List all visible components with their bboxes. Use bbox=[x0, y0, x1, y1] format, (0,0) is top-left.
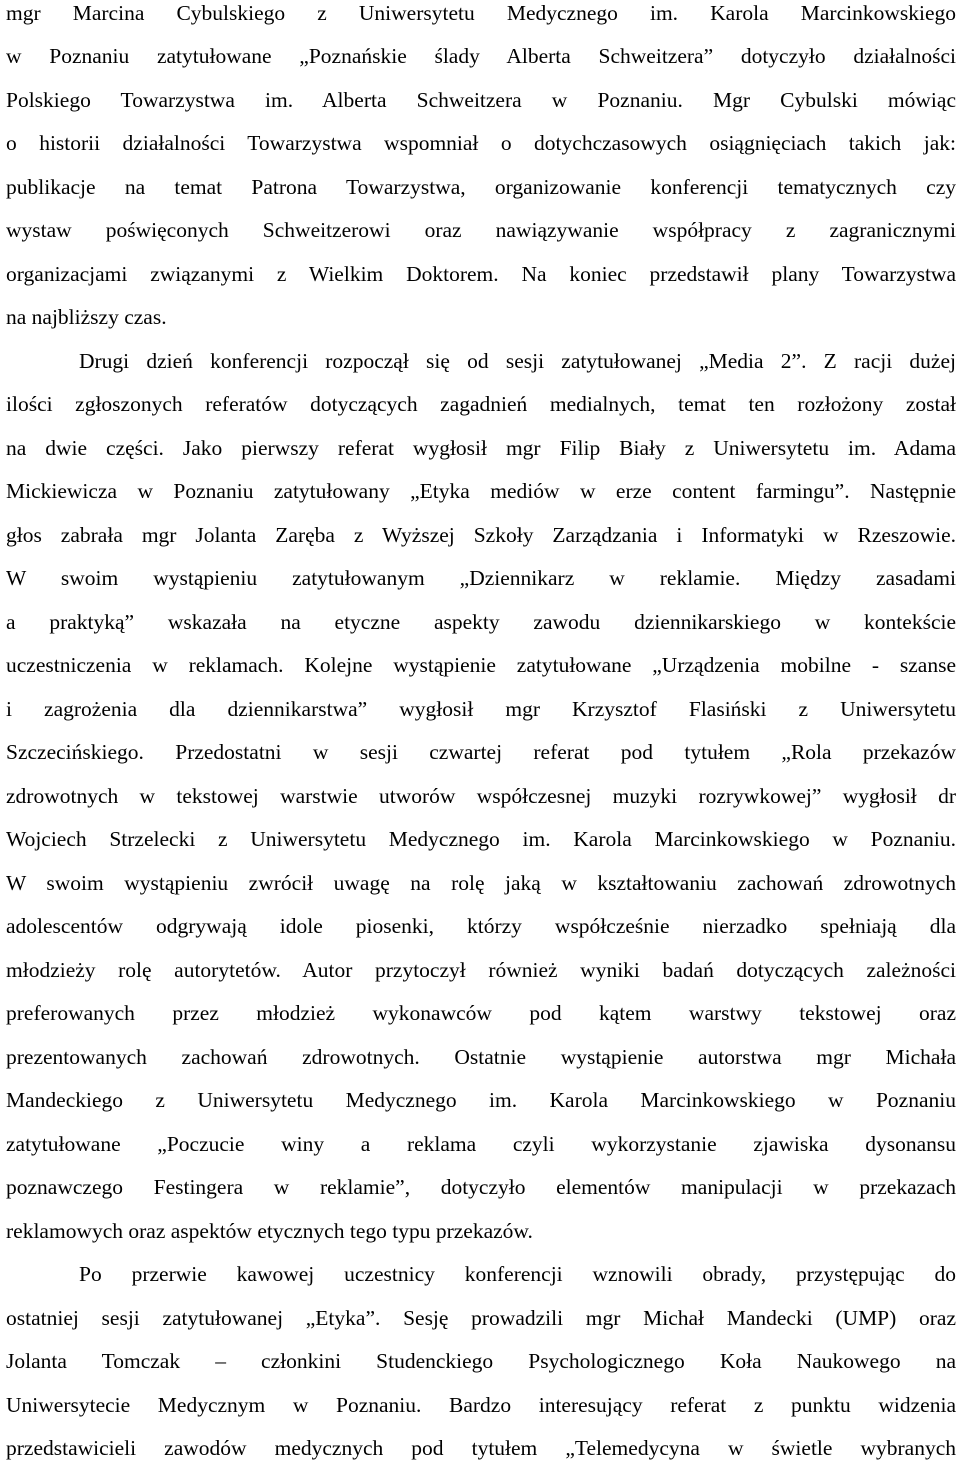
text-line: a praktyką” wskazała na etyczne aspekty zawodu dziennikarskiego w kontekście bbox=[6, 610, 956, 634]
text-line: reklamowych oraz aspektów etycznych tego typu przekazów. bbox=[6, 1219, 533, 1243]
text-line: Polskiego Towarzystwa im. Alberta Schweitzera w Poznaniu. Mgr Cybulski mówiąc bbox=[6, 88, 956, 112]
text-line: Jolanta Tomczak – członkini Studenckiego Psychologicznego Koła Naukowego na bbox=[6, 1349, 956, 1373]
text-line: Uniwersytecie Medycznym w Poznaniu. Bardzo interesujący referat z punktu widzenia bbox=[6, 1393, 956, 1417]
text-line: prezentowanych zachowań zdrowotnych. Ostatnie wystąpienie autorstwa mgr Michała bbox=[6, 1045, 956, 1069]
text-line: W swoim wystąpieniu zatytułowanym „Dziennikarz w reklamie. Między zasadami bbox=[6, 566, 956, 590]
text-line: Drugi dzień konferencji rozpoczął się od sesji zatytułowanej „Media 2”. Z racji dużej bbox=[79, 349, 956, 373]
text-line: na dwie części. Jako pierwszy referat wygłosił mgr Filip Biały z Uniwersytetu im. Adama bbox=[6, 436, 956, 460]
text-line: preferowanych przez młodzież wykonawców pod kątem warstwy tekstowej oraz bbox=[6, 1001, 956, 1025]
text-line: w Poznaniu zatytułowane „Poznańskie ślady Alberta Schweitzera” dotyczyło działalności bbox=[6, 44, 956, 68]
text-line: zatytułowane „Poczucie winy a reklama czyli wykorzystanie zjawiska dysonansu bbox=[6, 1132, 956, 1156]
text-line: W swoim wystąpieniu zwrócił uwagę na rolę jaką w kształtowaniu zachowań zdrowotnych bbox=[6, 871, 956, 895]
text-line: i zagrożenia dla dziennikarstwa” wygłosił mgr Krzysztof Flasiński z Uniwersytetu bbox=[6, 697, 956, 721]
text-line: adolescentów odgrywają idole piosenki, którzy współcześnie nierzadko spełniają dla bbox=[6, 914, 956, 938]
text-line: głos zabrała mgr Jolanta Zaręba z Wyższej Szkoły Zarządzania i Informatyki w Rzeszowie. bbox=[6, 523, 956, 547]
text-line: Mickiewicza w Poznaniu zatytułowany „Etyka mediów w erze content farmingu”. Następnie bbox=[6, 479, 956, 503]
text-line: poznawczego Festingera w reklamie”, dotyczyło elementów manipulacji w przekazach bbox=[6, 1175, 956, 1199]
text-line: Mandeckiego z Uniwersytetu Medycznego im. Karola Marcinkowskiego w Poznaniu bbox=[6, 1088, 956, 1112]
text-line: uczestniczenia w reklamach. Kolejne wystąpienie zatytułowane „Urządzenia mobilne - szanse bbox=[6, 653, 956, 677]
text-line: na najbliższy czas. bbox=[6, 305, 167, 329]
text-line: ilości zgłoszonych referatów dotyczących zagadnień medialnych, temat ten rozłożony został bbox=[6, 392, 956, 416]
text-line: przedstawicieli zawodów medycznych pod tytułem „Telemedycyna w świetle wybranych bbox=[6, 1436, 956, 1460]
text-line: Wojciech Strzelecki z Uniwersytetu Medycznego im. Karola Marcinkowskiego w Poznaniu. bbox=[6, 827, 956, 851]
text-line: Po przerwie kawowej uczestnicy konferencji wznowili obrady, przystępując do bbox=[79, 1262, 956, 1286]
text-line: ostatniej sesji zatytułowanej „Etyka”. Sesję prowadzili mgr Michał Mandecki (UMP) oraz bbox=[6, 1306, 956, 1330]
text-line: Szczecińskiego. Przedostatni w sesji czwartej referat pod tytułem „Rola przekazów bbox=[6, 740, 956, 764]
text-line: publikacje na temat Patrona Towarzystwa, organizowanie konferencji tematycznych czy bbox=[6, 175, 956, 199]
text-line: mgr Marcina Cybulskiego z Uniwersytetu Medycznego im. Karola Marcinkowskiego bbox=[6, 1, 956, 25]
text-line: wystaw poświęconych Schweitzerowi oraz nawiązywanie współpracy z zagranicznymi bbox=[6, 218, 956, 242]
text-line: zdrowotnych w tekstowej warstwie utworów współczesnej muzyki rozrywkowej” wygłosił dr bbox=[6, 784, 956, 808]
text-line: o historii działalności Towarzystwa wspomniał o dotychczasowych osiągnięciach takich jak: bbox=[6, 131, 956, 155]
text-line: organizacjami związanymi z Wielkim Doktorem. Na koniec przedstawił plany Towarzystwa bbox=[6, 262, 956, 286]
text-line: młodzieży rolę autorytetów. Autor przytoczył również wyniki badań dotyczących zależności bbox=[6, 958, 956, 982]
